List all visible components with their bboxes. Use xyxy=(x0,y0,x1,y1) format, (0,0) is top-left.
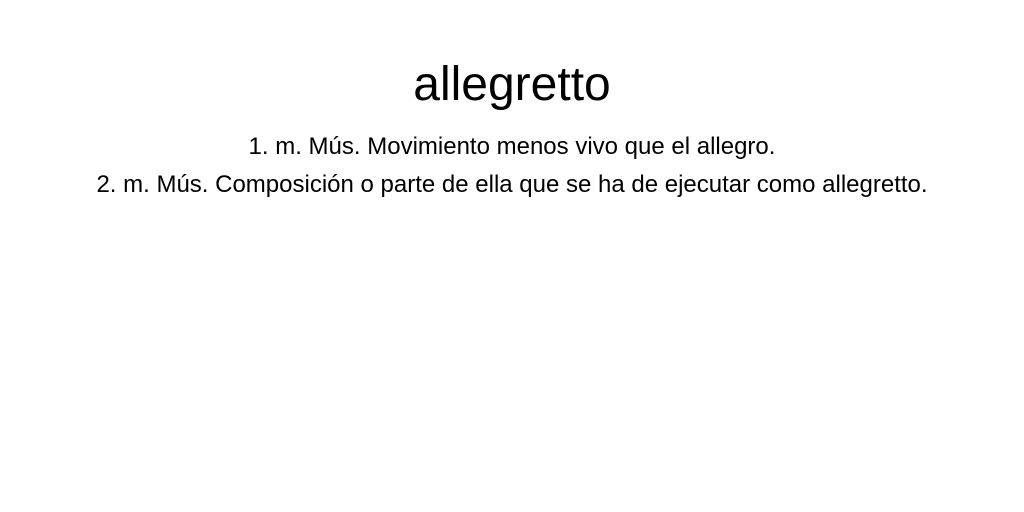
headword: allegretto xyxy=(413,58,611,111)
definition-list xyxy=(0,128,1024,204)
definition-1: 1. m. Mús. Movimiento menos vivo que el allegro. xyxy=(248,133,776,160)
definition-2: 2. m. Mús. Composición o parte de ella que se ha de ejecutar como allegretto. xyxy=(96,171,928,198)
